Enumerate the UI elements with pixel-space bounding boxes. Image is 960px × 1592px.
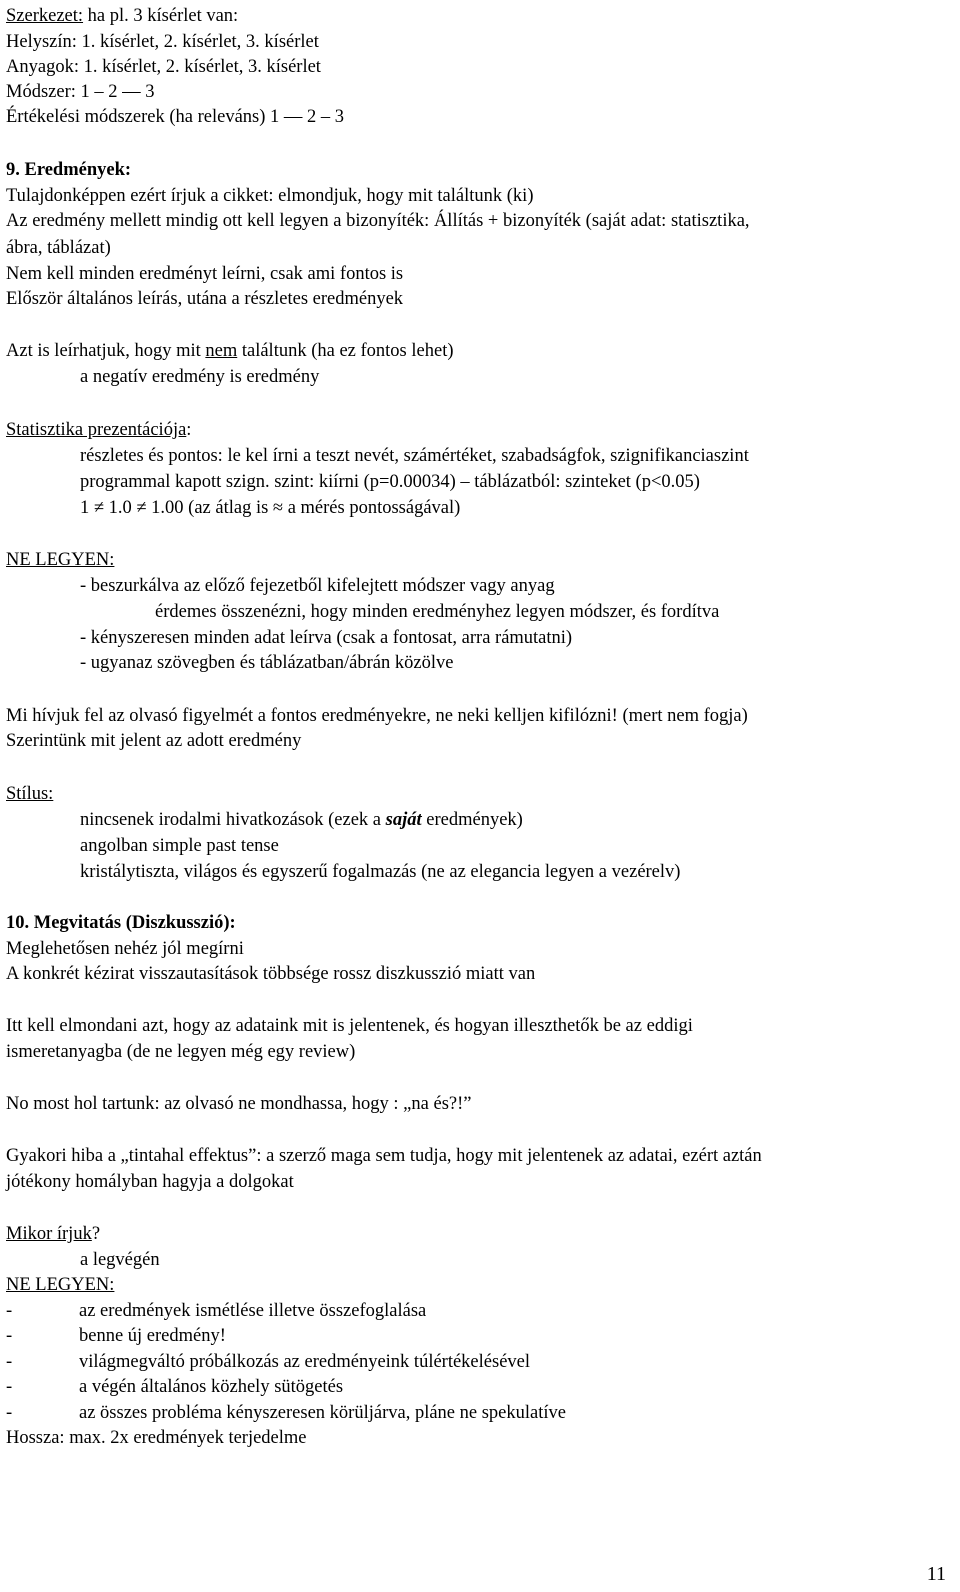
avoid-item: - kényszeresen minden adat leírva (csak a fontosat, arra rámutatni): [80, 628, 573, 648]
bullet: -: [6, 1301, 13, 1321]
structure-label-rest: ha pl. 3 kísérlet van:: [83, 6, 239, 26]
results-line: Tulajdonképpen ezért írjuk a cikket: elmondjuk, hogy mit találtunk (ki): [6, 186, 534, 206]
results-line: ábra, táblázat): [6, 238, 111, 258]
when-avoid-item-text: világmegváltó próbálkozás az eredményeink túlértékelésével: [79, 1352, 531, 1372]
when-heading: [6, 1222, 100, 1246]
when-avoid-item: [6, 1401, 566, 1425]
discussion-line: Itt kell elmondani azt, hogy az adataink mit is jelentenek, és hogyan illeszthetők be az eddigi: [6, 1016, 693, 1036]
discussion-line: jótékony homályban hagyja a dolgokat: [6, 1172, 294, 1192]
stats-label: Statisztika prezentációja: [6, 420, 187, 440]
bullet: -: [6, 1403, 13, 1423]
attention-line: Mi hívjuk fel az olvasó figyelmét a fontos eredményekre, ne neki kelljen kifilózni! (mert nem fogja): [6, 706, 748, 726]
structure-heading: [6, 4, 238, 28]
when-avoid-item-text: a végén általános közhely sütögetés: [79, 1377, 344, 1397]
results-line: Nem kell minden eredményt leírni, csak ami fontos is: [6, 264, 404, 284]
style-emphasis: saját: [385, 810, 422, 830]
avoid-item: - beszurkálva az előző fejezetből kifelejtett módszer vagy anyag: [80, 576, 555, 596]
style-text-a: nincsenek irodalmi hivatkozások (ezek a: [80, 810, 386, 830]
style-line: [80, 808, 523, 832]
when-avoid-heading: NE LEGYEN:: [6, 1275, 115, 1295]
stats-line: 1 ≠ 1.0 ≠ 1.00 (az átlag is ≈ a mérés pontosságával): [80, 498, 461, 518]
stats-colon: :: [186, 420, 192, 440]
stats-heading: [6, 418, 191, 442]
bullet: -: [6, 1352, 13, 1372]
discussion-line: No most hol tartunk: az olvasó ne mondhassa, hogy : „na és?!”: [6, 1094, 472, 1114]
negative-text-a: Azt is leírhatjuk, hogy mit: [6, 341, 206, 361]
when-avoid-item: [6, 1299, 426, 1323]
negative-results-line: [6, 339, 454, 363]
when-avoid-item: [6, 1350, 530, 1374]
style-line: kristálytiszta, világos és egyszerű fogalmazás (ne az elegancia legyen a vezérelv): [80, 862, 681, 882]
results-heading: 9. Eredmények:: [6, 160, 132, 180]
when-avoid-item: [6, 1375, 343, 1399]
structure-line: Módszer: 1 – 2 — 3: [6, 82, 155, 102]
style-line: angolban simple past tense: [80, 836, 279, 856]
style-heading: Stílus:: [6, 784, 54, 804]
when-avoid-item-text: benne új eredmény!: [79, 1326, 226, 1346]
avoid-item: - ugyanaz szövegben és táblázatban/ábrán közölve: [80, 653, 454, 673]
length-line: Hossza: max. 2x eredmények terjedelme: [6, 1428, 307, 1448]
stats-line: részletes és pontos: le kel írni a teszt nevét, számértéket, szabadságfok, szignifikanciaszint: [80, 446, 749, 466]
stats-line: programmal kapott szign. szint: kiírni (p=0.00034) – táblázatból: szinteket (p<0.05): [80, 472, 700, 492]
page-number: 11: [926, 1563, 946, 1585]
structure-label: Szerkezet:: [6, 6, 84, 26]
when-answer: a legvégén: [80, 1250, 160, 1270]
discussion-line: Gyakori hiba a „tintahal effektus”: a szerző maga sem tudja, hogy mit jelentenek az adatai, ezért aztán: [6, 1146, 762, 1166]
negative-note: a negatív eredmény is eredmény: [80, 367, 320, 387]
discussion-line: ismeretanyagba (de ne legyen még egy review): [6, 1042, 356, 1062]
negative-text-b: találtunk (ha ez fontos lehet): [237, 341, 454, 361]
discussion-line: A konkrét kézirat visszautasítások többsége rossz diszkusszió miatt van: [6, 964, 536, 984]
structure-line: Értékelési módszerek (ha releváns) 1 — 2 – 3: [6, 107, 345, 127]
bullet: -: [6, 1326, 13, 1346]
when-label: Mikor írjuk: [6, 1224, 92, 1244]
avoid-note: érdemes összenézni, hogy minden eredményhez legyen módszer, és fordítva: [155, 602, 720, 622]
when-avoid-item-text: az összes probléma kényszeresen körüljárva, pláne ne spekulatíve: [79, 1403, 566, 1423]
when-avoid-item-text: az eredmények ismétlése illetve összefoglalása: [79, 1301, 427, 1321]
negative-text-underlined: nem: [205, 341, 238, 361]
when-avoid-item: [6, 1324, 226, 1348]
discussion-line: Meglehetősen nehéz jól megírni: [6, 939, 244, 959]
discussion-heading: 10. Megvitatás (Diszkusszió):: [6, 913, 236, 933]
attention-line: Szerintünk mit jelent az adott eredmény: [6, 731, 302, 751]
structure-line: Anyagok: 1. kísérlet, 2. kísérlet, 3. kísérlet: [6, 57, 321, 77]
style-text-b: eredmények): [421, 810, 523, 830]
results-line: Az eredmény mellett mindig ott kell legyen a bizonyíték: Állítás + bizonyíték (saját adat: statisztika,: [6, 211, 750, 231]
structure-line: Helyszín: 1. kísérlet, 2. kísérlet, 3. kísérlet: [6, 32, 319, 52]
bullet: -: [6, 1377, 13, 1397]
avoid-heading: NE LEGYEN:: [6, 550, 115, 570]
when-label-rest: ?: [91, 1224, 101, 1244]
results-line: Először általános leírás, utána a részletes eredmények: [6, 289, 404, 309]
